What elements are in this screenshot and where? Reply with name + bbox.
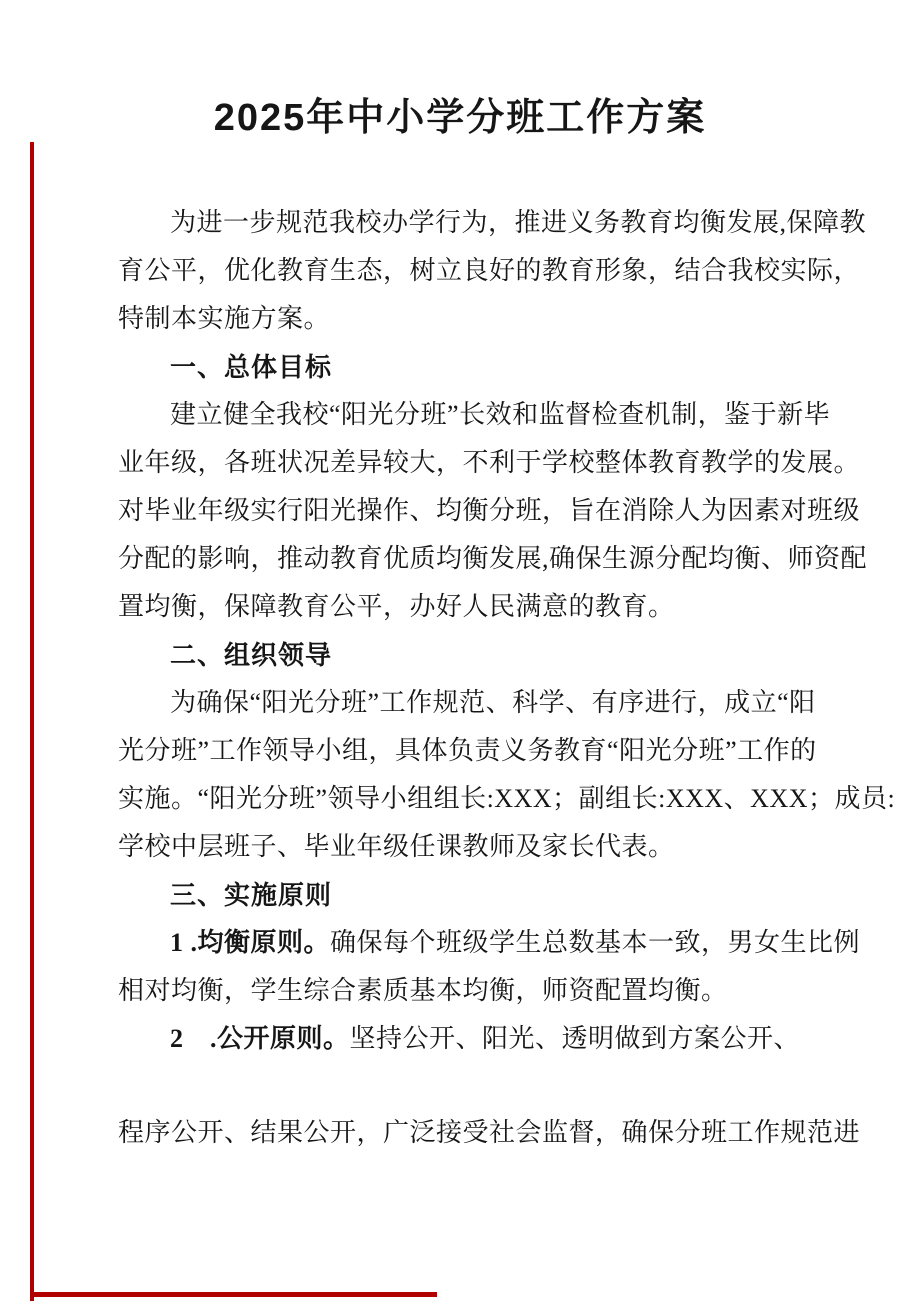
bold-lead: 1 .均衡原则。: [170, 928, 331, 957]
bold-lead: 2 .公开原则。: [170, 1024, 350, 1053]
red-crop-line-vertical: [30, 142, 34, 1301]
document-body: [118, 199, 896, 1157]
text-line: 业年级，各班状况差异较大，不利于学校整体教育教学的发展。: [118, 448, 861, 477]
text-line: 实施。“阳光分班”领导小组组长:XXX；副组长:XXX、XXX；成员:: [118, 784, 896, 813]
red-crop-line-horizontal: [30, 1292, 437, 1297]
text-line: 建立健全我校“阳光分班”长效和监督检查机制，鉴于新毕: [170, 400, 831, 429]
text-line: 置均衡，保障教育公平，办好人民满意的教育。: [118, 592, 675, 621]
text-line: 相对均衡，学生综合素质基本均衡，师资配置均衡。: [118, 976, 728, 1005]
text-line: 程序公开、结果公开，广泛接受社会监督，确保分班工作规范进: [118, 1118, 861, 1147]
section-heading: 二、组织领导: [170, 640, 333, 670]
text-line: 分配的影响，推动教育优质均衡发展,确保生源分配均衡、师资配: [118, 544, 868, 573]
section-heading: 三、实施原则: [170, 880, 333, 910]
text-line: 对毕业年级实行阳光操作、均衡分班，旨在消除人为因素对班级: [118, 496, 861, 525]
text-line: 育公平，优化教育生态，树立良好的教育形象，结合我校实际，: [118, 256, 861, 285]
document-title: 2025年中小学分班工作方案: [213, 97, 707, 139]
text-line: 为确保“阳光分班”工作规范、科学、有序进行，成立“阳: [170, 688, 816, 717]
text-line: 2 .公开原则。坚持公开、阳光、透明做到方案公开、: [170, 1024, 801, 1053]
section-heading: 一、总体目标: [170, 352, 333, 382]
text-line: 1 .均衡原则。确保每个班级学生总数基本一致，男女生比例: [170, 928, 861, 957]
text-line: 特制本实施方案。: [118, 304, 331, 333]
text-line: 光分班”工作领导小组，具体负责义务教育“阳光分班”工作的: [118, 736, 817, 765]
text-line: 为进一步规范我校办学行为，推进义务教育均衡发展,保障教: [170, 208, 867, 237]
text-line: 学校中层班子、毕业年级任课教师及家长代表。: [118, 832, 675, 861]
